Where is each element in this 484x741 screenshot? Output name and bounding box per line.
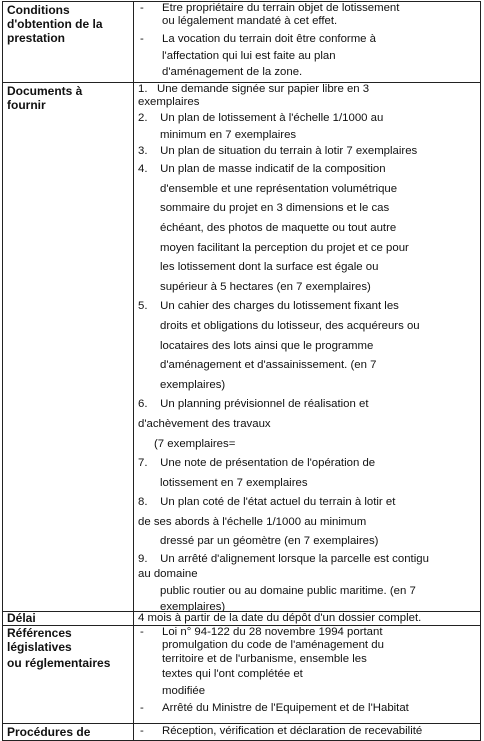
- text-line: exemplaires: [138, 96, 200, 108]
- text-line: Un planning prévisionnel de réalisation et: [160, 398, 369, 411]
- list-marker: 2.: [138, 112, 148, 124]
- label-line: législatives: [7, 640, 72, 654]
- list-marker: 9.: [138, 553, 148, 566]
- text-line: sommaire du projet en 3 dimensions et le cas: [160, 202, 390, 215]
- list-item: [138, 552, 476, 611]
- text-line: public routier ou au domaine public maritime. (en 7: [160, 585, 416, 598]
- text-line: Un plan coté de l'état actuel du terrain à lotir et: [160, 496, 396, 509]
- procedure-table: [2, 1, 481, 741]
- text-line: Arrêté du Ministre de l'Equipement et de l'Habitat: [162, 702, 409, 715]
- text-line: Un plan de masse indicatif de la composition: [160, 163, 386, 176]
- list-item: [138, 297, 476, 395]
- text-line: lotissement en 7 exemplaires: [160, 476, 308, 489]
- text-line: Loi n° 94-122 du 28 novembre 1994 portant: [162, 626, 383, 639]
- list-item: [138, 160, 476, 297]
- text-line: d'aménagement de la zone.: [162, 66, 303, 78]
- text-line: les lotissement dont la surface est égale ou: [160, 261, 379, 274]
- text-line: ou légalement mandaté à cet effet.: [162, 15, 338, 27]
- list-item: [138, 626, 476, 700]
- text-line: exemplaires): [160, 601, 226, 612]
- text-line: (7 exemplaires=: [154, 437, 236, 450]
- row-label-procedures: [3, 724, 134, 741]
- list-marker: -: [140, 725, 144, 738]
- text-line: Réception, vérification et déclaration de recevabilité: [162, 725, 423, 738]
- text-line: minimum en 7 exemplaires: [160, 128, 297, 141]
- text-line: territoire et de l'urbanisme, ensemble les: [162, 652, 367, 665]
- list-item: [138, 142, 476, 161]
- list-item: [138, 493, 476, 552]
- text-line: l'affectation qui lui est faite au plan: [162, 49, 336, 62]
- text-line: Un cahier des charges du lotissement fixant les: [160, 300, 399, 313]
- list-item: [138, 109, 476, 142]
- label-line: ou réglementaires: [7, 657, 111, 671]
- list-item: [138, 83, 476, 109]
- label-line: d'obtention de la: [7, 17, 103, 31]
- row-conditions: [3, 2, 481, 83]
- list-marker: -: [140, 626, 144, 639]
- text-line: dressé par un géomètre (en 7 exemplaires): [160, 535, 379, 548]
- row-value-procedures: [134, 724, 481, 741]
- text-line: locataires des lots ainsi que le programme: [160, 339, 374, 352]
- text-line: exemplaires): [160, 378, 226, 391]
- text-line: Etre propriétaire du terrain objet de lotissement: [162, 2, 400, 14]
- text-line: de ses abords à l'échelle 1/1000 au minimum: [138, 515, 367, 528]
- text-line: supérieur à 5 hectares (en 7 exemplaires): [160, 280, 371, 293]
- label-line: Documents à: [7, 84, 83, 98]
- list-item: [138, 395, 476, 454]
- text-line: promulgation du code de l'aménagement du: [162, 639, 384, 652]
- list-marker: 6.: [138, 398, 148, 411]
- text-line: Un arrêté d'alignement lorsque la parcelle est contigu: [160, 553, 429, 566]
- text-line: Une note de présentation de l'opération de: [160, 457, 376, 470]
- list-marker: -: [140, 2, 144, 14]
- list-marker: 4.: [138, 163, 148, 176]
- row-label-conditions: [3, 2, 134, 83]
- text-line: d'achèvement des travaux: [138, 417, 271, 430]
- text-line: moyen facilitant la perception du projet et ce pour: [160, 241, 409, 254]
- row-documents: [3, 83, 481, 612]
- label-line: Procédures de: [7, 725, 91, 740]
- text-line: au domaine: [138, 568, 198, 581]
- list-marker: -: [140, 702, 144, 715]
- text-line: textes qui l'ont complétée et: [162, 668, 303, 681]
- list-marker: 8.: [138, 496, 148, 509]
- row-value-conditions: [134, 2, 481, 83]
- row-label-documents: [3, 83, 134, 612]
- text-line: droits et obligations du lotisseur, des acquéreurs ou: [160, 319, 420, 332]
- row-procedures: [3, 724, 481, 741]
- row-value-delai: [134, 612, 481, 626]
- list-item: [138, 2, 476, 28]
- label-line: Délai: [7, 612, 36, 625]
- list-marker: 1.: [138, 83, 148, 95]
- text-line: échéant, des photos de maquette ou tout autre: [160, 221, 397, 234]
- text-line: Un plan de lotissement à l'échelle 1/1000 au: [160, 112, 384, 124]
- list-item: [138, 724, 476, 738]
- list-marker: 3.: [138, 144, 148, 157]
- text-line: Un plan de situation du terrain à lotir 7 exemplaires: [160, 144, 418, 157]
- list-marker: 5.: [138, 300, 148, 313]
- label-line: fournir: [7, 98, 46, 112]
- text-line: Une demande signée sur papier libre en 3: [157, 83, 370, 95]
- text-line: modifiée: [162, 685, 206, 698]
- list-marker: 7.: [138, 457, 148, 470]
- label-line: prestation: [7, 31, 66, 45]
- list-item: [138, 454, 476, 493]
- text-line: d'aménagement et d'assainissement. (en 7: [160, 359, 377, 372]
- label-line: Références: [7, 627, 72, 641]
- list-marker: -: [140, 33, 144, 45]
- label-line: Conditions: [7, 3, 70, 17]
- list-item: [138, 31, 476, 81]
- text-line: 4 mois à partir de la date du dépôt d'un dossier complet.: [138, 612, 422, 625]
- row-delai: [3, 612, 481, 626]
- text-line: La vocation du terrain doit être conforme à: [162, 33, 377, 45]
- row-label-delai: [3, 612, 134, 626]
- text-line: d'ensemble et une représentation volumétrique: [160, 182, 398, 195]
- row-value-documents: [134, 83, 481, 612]
